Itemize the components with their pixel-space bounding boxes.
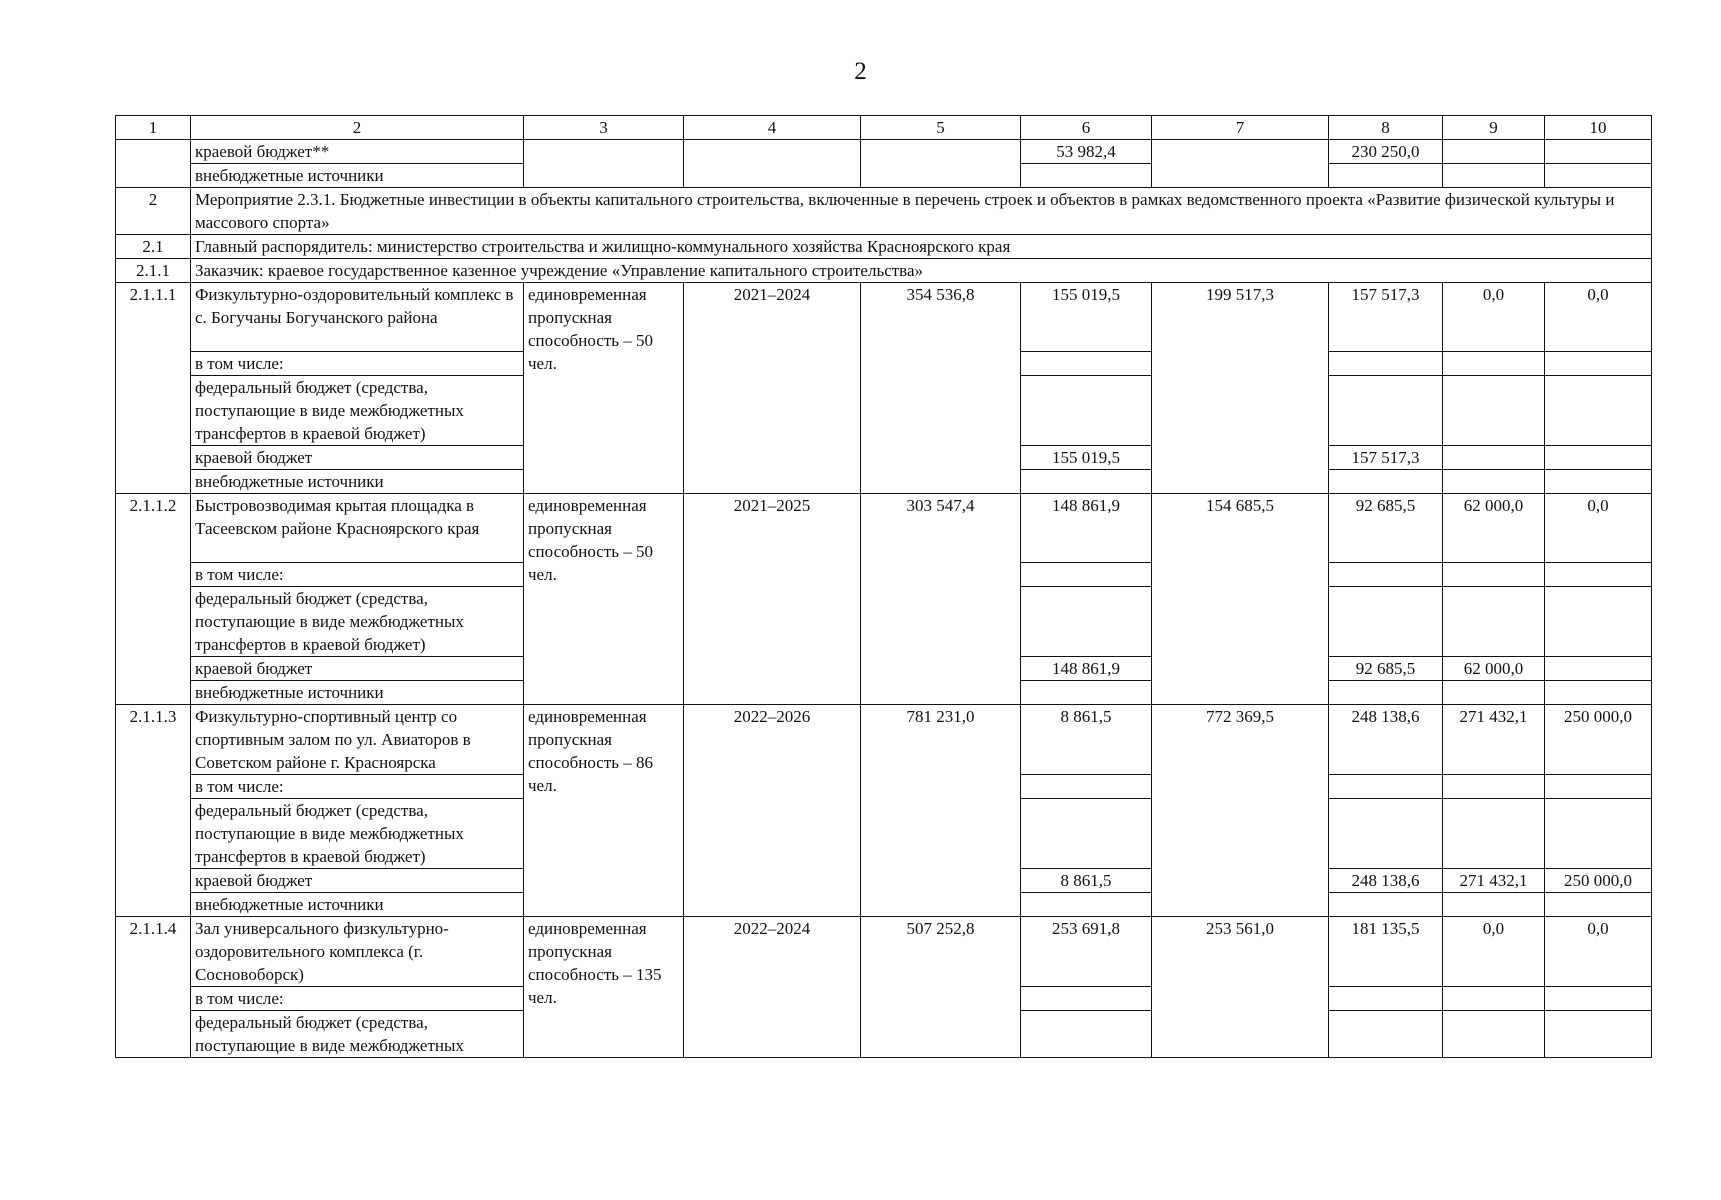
cell-value: 271 432,1 [1443,705,1545,775]
row-label: внебюджетные источники [191,681,524,705]
cell-value: 199 517,3 [1152,283,1329,494]
object-row [116,917,1652,987]
cell-value: 0,0 [1545,917,1652,987]
row-label: в том числе: [191,352,524,376]
cell-empty [1443,470,1545,494]
budget-table [115,115,1652,1058]
row-label: в том числе: [191,775,524,799]
cell-value [1545,657,1652,681]
object-period: 2021–2025 [684,494,861,705]
row-label: федеральный бюджет (средства, поступающие в виде межбюджетных трансфертов в краевой бюджет) [191,376,524,446]
row-number: 2.1 [116,235,191,259]
section-row [116,188,1652,235]
cell-value: 92 685,5 [1329,657,1443,681]
row-number: 2.1.1.2 [116,494,191,705]
cell-value: 248 138,6 [1329,705,1443,775]
object-period: 2022–2026 [684,705,861,917]
cell-empty [1443,893,1545,917]
cell-empty [1329,775,1443,799]
object-capacity: единовременная пропускная способность – 86 чел. [524,705,684,917]
cell-empty [1021,352,1152,376]
cell-empty [1545,563,1652,587]
table-row [116,140,1652,164]
cell-empty [116,140,191,188]
cell-empty [1443,140,1545,164]
cell-value: 0,0 [1545,283,1652,352]
col-header: 4 [684,116,861,140]
cell-empty [1021,799,1152,869]
cell-empty [1545,587,1652,657]
cell-empty [1545,164,1652,188]
cell-value: 157 517,3 [1329,446,1443,470]
row-number: 2.1.1 [116,259,191,283]
col-header: 7 [1152,116,1329,140]
cell-value [1545,446,1652,470]
section-row [116,259,1652,283]
cell-empty [1545,1011,1652,1058]
cell-empty [1021,470,1152,494]
cell-empty [1443,681,1545,705]
cell-empty [1329,893,1443,917]
cell-value: 0,0 [1545,494,1652,563]
object-row [116,494,1652,563]
cell-empty [1443,775,1545,799]
row-label: в том числе: [191,563,524,587]
cell-value: 271 432,1 [1443,869,1545,893]
cell-value: 8 861,5 [1021,705,1152,775]
cell-empty [1545,775,1652,799]
row-number: 2.1.1.3 [116,705,191,917]
row-label: краевой бюджет [191,446,524,470]
row-label: федеральный бюджет (средства, поступающие в виде межбюджетных трансфертов в краевой бюджет) [191,587,524,657]
cell-value: 253 691,8 [1021,917,1152,987]
object-name: Физкультурно-спортивный центр со спортивным залом по ул. Авиаторов в Советском районе г. Красноярска [191,705,524,775]
cell-empty [1443,987,1545,1011]
cell-value [1443,446,1545,470]
row-label: краевой бюджет** [191,140,524,164]
cell-value: 248 138,6 [1329,869,1443,893]
object-capacity: единовременная пропускная способность – 135 чел. [524,917,684,1058]
cell-value: 62 000,0 [1443,494,1545,563]
section-title: Главный распорядитель: министерство строительства и жилищно-коммунального хозяйства Красноярского края [191,235,1652,259]
row-label: краевой бюджет [191,657,524,681]
cell-empty [1329,563,1443,587]
cell-value: 62 000,0 [1443,657,1545,681]
cell-empty [1021,987,1152,1011]
cell-empty [1021,681,1152,705]
cell-value: 154 685,5 [1152,494,1329,705]
cell-empty [1329,587,1443,657]
col-header: 6 [1021,116,1152,140]
page-number: 2 [854,58,867,85]
cell-value: 303 547,4 [861,494,1021,705]
cell-empty [1021,775,1152,799]
cell-value: 155 019,5 [1021,283,1152,352]
cell-value: 148 861,9 [1021,494,1152,563]
cell-value: 250 000,0 [1545,869,1652,893]
section-row [116,235,1652,259]
cell-empty [1545,893,1652,917]
cell-empty [1545,681,1652,705]
cell-value: 253 561,0 [1152,917,1329,1058]
row-label: федеральный бюджет (средства, поступающие в виде межбюджетных трансфертов в краевой бюджет) [191,799,524,869]
cell-empty [1021,164,1152,188]
section-title: Заказчик: краевое государственное казенное учреждение «Управление капитального строительства» [191,259,1652,283]
cell-value: 53 982,4 [1021,140,1152,164]
row-label: внебюджетные источники [191,893,524,917]
object-row [116,705,1652,775]
header-row [116,116,1652,140]
cell-empty [1443,352,1545,376]
cell-empty [1545,987,1652,1011]
cell-empty [1443,563,1545,587]
cell-empty [1152,140,1329,188]
cell-empty [1443,376,1545,446]
object-name: Быстровозводимая крытая площадка в Тасеевском районе Красноярского края [191,494,524,563]
cell-empty [524,140,684,188]
cell-empty [1329,799,1443,869]
object-period: 2021–2024 [684,283,861,494]
cell-empty [1443,1011,1545,1058]
object-capacity: единовременная пропускная способность – 50 чел. [524,494,684,705]
row-number: 2.1.1.4 [116,917,191,1058]
col-header: 5 [861,116,1021,140]
row-number: 2.1.1.1 [116,283,191,494]
cell-value: 8 861,5 [1021,869,1152,893]
cell-empty [1021,1011,1152,1058]
cell-empty [1329,376,1443,446]
cell-value: 157 517,3 [1329,283,1443,352]
cell-empty [1021,587,1152,657]
col-header: 3 [524,116,684,140]
object-name: Зал универсального физкультурно-оздоровительного комплекса (г. Сосновоборск) [191,917,524,987]
cell-empty [861,140,1021,188]
cell-value: 0,0 [1443,283,1545,352]
cell-value: 250 000,0 [1545,705,1652,775]
cell-value: 181 135,5 [1329,917,1443,987]
row-label: в том числе: [191,987,524,1011]
row-number: 2 [116,188,191,235]
cell-value: 155 019,5 [1021,446,1152,470]
cell-empty [1329,987,1443,1011]
cell-value: 772 369,5 [1152,705,1329,917]
cell-empty [1021,563,1152,587]
cell-value: 781 231,0 [861,705,1021,917]
col-header: 8 [1329,116,1443,140]
cell-value: 230 250,0 [1329,140,1443,164]
cell-value: 92 685,5 [1329,494,1443,563]
cell-empty [1329,681,1443,705]
cell-empty [684,140,861,188]
cell-empty [1545,376,1652,446]
row-label: краевой бюджет [191,869,524,893]
col-header: 1 [116,116,191,140]
row-label: федеральный бюджет (средства, поступающие в виде межбюджетных [191,1011,524,1058]
cell-empty [1443,587,1545,657]
cell-value: 354 536,8 [861,283,1021,494]
col-header: 2 [191,116,524,140]
cell-empty [1329,164,1443,188]
row-label: внебюджетные источники [191,164,524,188]
cell-empty [1329,470,1443,494]
object-row [116,283,1652,352]
object-period: 2022–2024 [684,917,861,1058]
col-header: 9 [1443,116,1545,140]
cell-empty [1443,799,1545,869]
col-header: 10 [1545,116,1652,140]
object-name: Физкультурно-оздоровительный комплекс в с. Богучаны Богучанского района [191,283,524,352]
cell-value: 0,0 [1443,917,1545,987]
cell-empty [1329,1011,1443,1058]
row-label: внебюджетные источники [191,470,524,494]
cell-empty [1443,164,1545,188]
cell-empty [1021,376,1152,446]
cell-empty [1329,352,1443,376]
cell-empty [1545,140,1652,164]
cell-empty [1545,352,1652,376]
cell-value: 148 861,9 [1021,657,1152,681]
cell-value: 507 252,8 [861,917,1021,1058]
section-title: Мероприятие 2.3.1. Бюджетные инвестиции в объекты капитального строительства, включенные в перечень строек и объектов в рамках ведомственного проекта «Развитие физической культуры и массового спорта» [191,188,1652,235]
object-capacity: единовременная пропускная способность – 50 чел. [524,283,684,494]
cell-empty [1021,893,1152,917]
cell-empty [1545,799,1652,869]
cell-empty [1545,470,1652,494]
